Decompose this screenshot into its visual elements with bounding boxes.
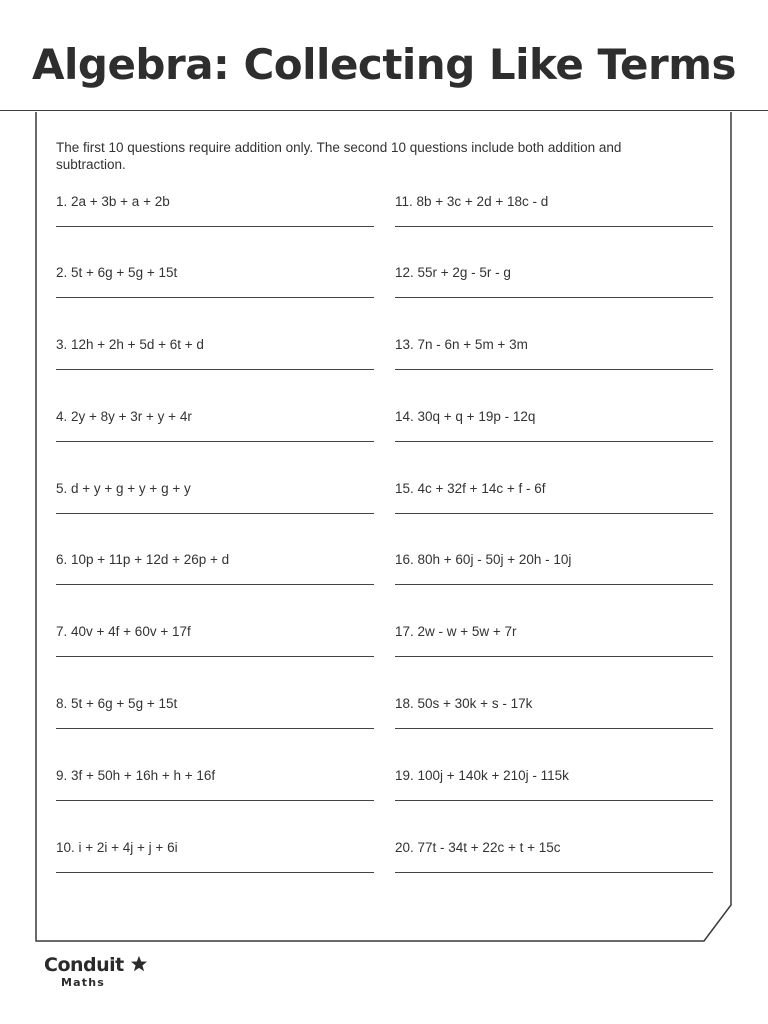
conduit-logo bbox=[44, 954, 174, 994]
answer-line[interactable] bbox=[56, 728, 374, 729]
question-item bbox=[395, 623, 713, 640]
question-item bbox=[56, 264, 374, 281]
question-item bbox=[56, 480, 374, 497]
question-text: 2. 5t + 6g + 5g + 15t bbox=[56, 265, 178, 280]
question-item bbox=[56, 623, 374, 640]
answer-line[interactable] bbox=[395, 872, 713, 873]
question-item bbox=[395, 695, 713, 712]
answer-line[interactable] bbox=[395, 226, 713, 227]
question-text: 17. 2w - w + 5w + 7r bbox=[395, 624, 517, 639]
answer-line[interactable] bbox=[395, 728, 713, 729]
question-text: 19. 100j + 140k + 210j - 115k bbox=[395, 768, 569, 783]
question-item bbox=[56, 551, 374, 568]
question-text: 11. 8b + 3c + 2d + 18c - d bbox=[395, 194, 549, 209]
question-text: 18. 50s + 30k + s - 17k bbox=[395, 696, 533, 711]
question-item bbox=[56, 408, 374, 425]
answer-line[interactable] bbox=[395, 297, 713, 298]
question-text: 7. 40v + 4f + 60v + 17f bbox=[56, 624, 191, 639]
answer-line[interactable] bbox=[56, 297, 374, 298]
answer-line[interactable] bbox=[395, 584, 713, 585]
question-item bbox=[56, 336, 374, 353]
instructions: The first 10 questions require addition only. The second 10 questions include both addition and subtraction. bbox=[56, 140, 622, 172]
question-text: 6. 10p + 11p + 12d + 26p + d bbox=[56, 552, 230, 567]
question-text: 12. 55r + 2g - 5r - g bbox=[395, 265, 511, 280]
question-text: 4. 2y + 8y + 3r + y + 4r bbox=[56, 409, 192, 424]
question-text: 9. 3f + 50h + 16h + h + 16f bbox=[56, 768, 216, 783]
star-icon bbox=[130, 955, 148, 973]
answer-line[interactable] bbox=[56, 800, 374, 801]
question-text: 5. d + y + g + y + g + y bbox=[56, 481, 191, 496]
page-title: Algebra: Collecting Like Terms bbox=[31, 40, 736, 89]
question-item bbox=[395, 839, 713, 856]
answer-line[interactable] bbox=[56, 226, 374, 227]
question-text: 8. 5t + 6g + 5g + 15t bbox=[56, 696, 178, 711]
question-text: 20. 77t - 34t + 22c + t + 15c bbox=[395, 840, 561, 855]
question-item bbox=[395, 193, 713, 210]
answer-line[interactable] bbox=[395, 513, 713, 514]
question-text: 13. 7n - 6n + 5m + 3m bbox=[395, 337, 528, 352]
question-item bbox=[395, 264, 713, 281]
question-item bbox=[56, 767, 374, 784]
answer-line[interactable] bbox=[395, 656, 713, 657]
question-text: 1. 2a + 3b + a + 2b bbox=[56, 194, 170, 209]
question-text: 10. i + 2i + 4j + j + 6i bbox=[56, 840, 178, 855]
question-item bbox=[395, 408, 713, 425]
question-item bbox=[395, 767, 713, 784]
question-item bbox=[56, 193, 374, 210]
question-item bbox=[395, 336, 713, 353]
answer-line[interactable] bbox=[56, 872, 374, 873]
question-item bbox=[395, 551, 713, 568]
answer-line[interactable] bbox=[56, 369, 374, 370]
question-text: 15. 4c + 32f + 14c + f - 6f bbox=[395, 481, 546, 496]
answer-line[interactable] bbox=[395, 441, 713, 442]
question-item bbox=[56, 695, 374, 712]
logo-name: Conduit bbox=[44, 954, 124, 976]
answer-line[interactable] bbox=[56, 656, 374, 657]
question-text: 14. 30q + q + 19p - 12q bbox=[395, 409, 536, 424]
question-item bbox=[395, 480, 713, 497]
question-text: 16. 80h + 60j - 50j + 20h - 10j bbox=[395, 552, 572, 567]
question-item bbox=[56, 839, 374, 856]
question-text: 3. 12h + 2h + 5d + 6t + d bbox=[56, 337, 204, 352]
answer-line[interactable] bbox=[56, 441, 374, 442]
answer-line[interactable] bbox=[395, 369, 713, 370]
answer-line[interactable] bbox=[56, 513, 374, 514]
answer-line[interactable] bbox=[56, 584, 374, 585]
answer-line[interactable] bbox=[395, 800, 713, 801]
logo-subtitle: Maths bbox=[61, 976, 106, 989]
